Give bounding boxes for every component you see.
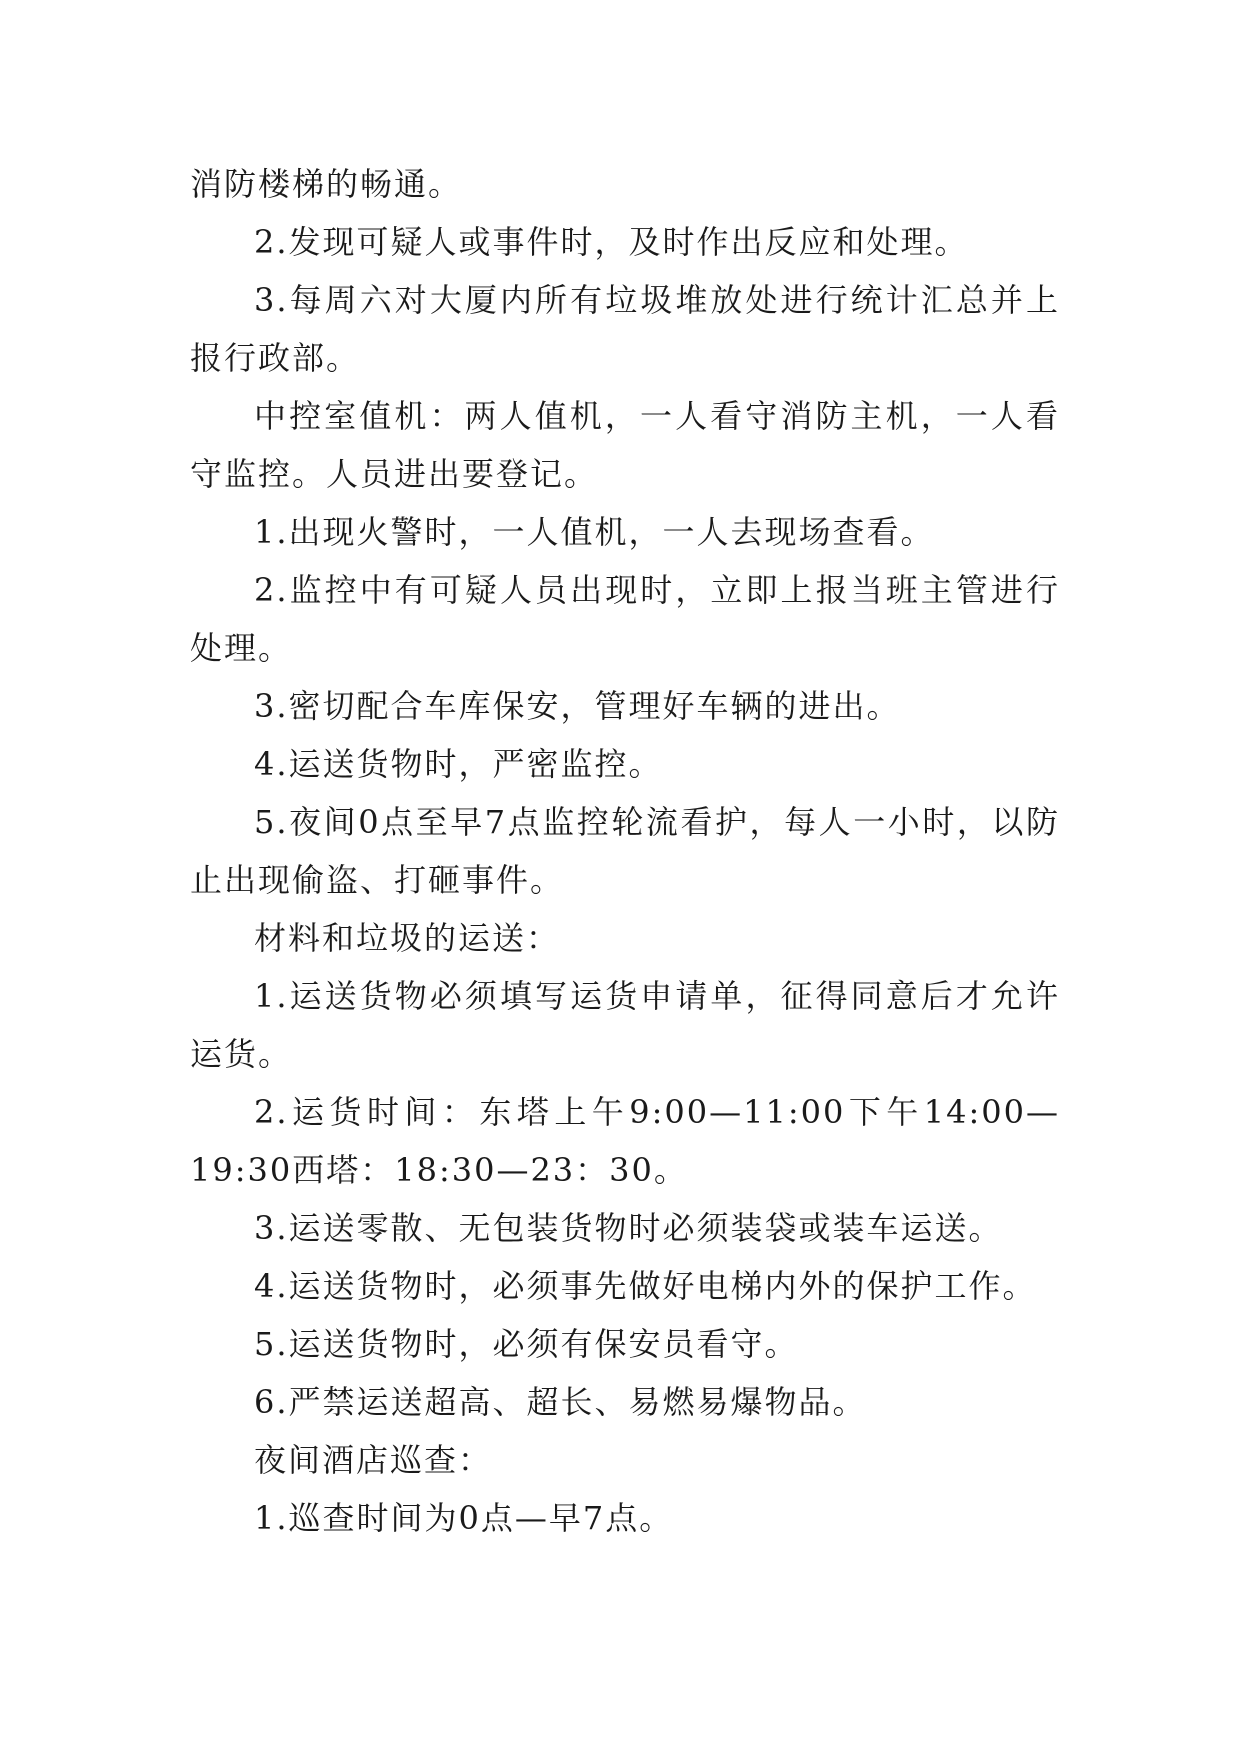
document-body: [190, 155, 1060, 1547]
paragraph-5: 1.出现火警时，一人值机，一人去现场查看。: [254, 513, 935, 551]
paragraph-15: 5.运送货物时，必须有保安员看守。: [254, 1325, 799, 1363]
paragraph-7: 3.密切配合车库保安，管理好车辆的进出。: [254, 687, 901, 725]
paragraph-16: 6.严禁运送超高、超长、易燃易爆物品。: [254, 1383, 867, 1421]
paragraph-18: 1.巡查时间为0点—早7点。: [254, 1499, 674, 1537]
paragraph-11: 1.运送货物必须填写运货申请单，征得同意后才允许运货。: [190, 977, 1060, 1073]
paragraph-17: 夜间酒店巡查：: [254, 1441, 493, 1479]
paragraph-6: 2.监控中有可疑人员出现时，立即上报当班主管进行处理。: [190, 571, 1060, 667]
paragraph-14: 4.运送货物时，必须事先做好电梯内外的保护工作。: [254, 1267, 1037, 1305]
paragraph-3: 3.每周六对大厦内所有垃圾堆放处进行统计汇总并上报行政部。: [190, 281, 1060, 377]
paragraph-4: 中控室值机：两人值机，一人看守消防主机，一人看守监控。人员进出要登记。: [190, 397, 1060, 493]
paragraph-9: 5.夜间0点至早7点监控轮流看护，每人一小时，以防止出现偷盗、打砸事件。: [190, 803, 1060, 899]
paragraph-8: 4.运送货物时，严密监控。: [254, 745, 663, 783]
paragraph-10: 材料和垃圾的运送：: [254, 919, 561, 957]
paragraph-2: 2.发现可疑人或事件时，及时作出反应和处理。: [254, 223, 969, 261]
paragraph-12: 2.运货时间：东塔上午9:00—11:00下午14:00—19:30西塔：18:30—23：30。: [190, 1093, 1060, 1189]
paragraph-13: 3.运送零散、无包装货物时必须装袋或装车运送。: [254, 1209, 1003, 1247]
paragraph-1: 消防楼梯的畅通。: [190, 165, 463, 203]
